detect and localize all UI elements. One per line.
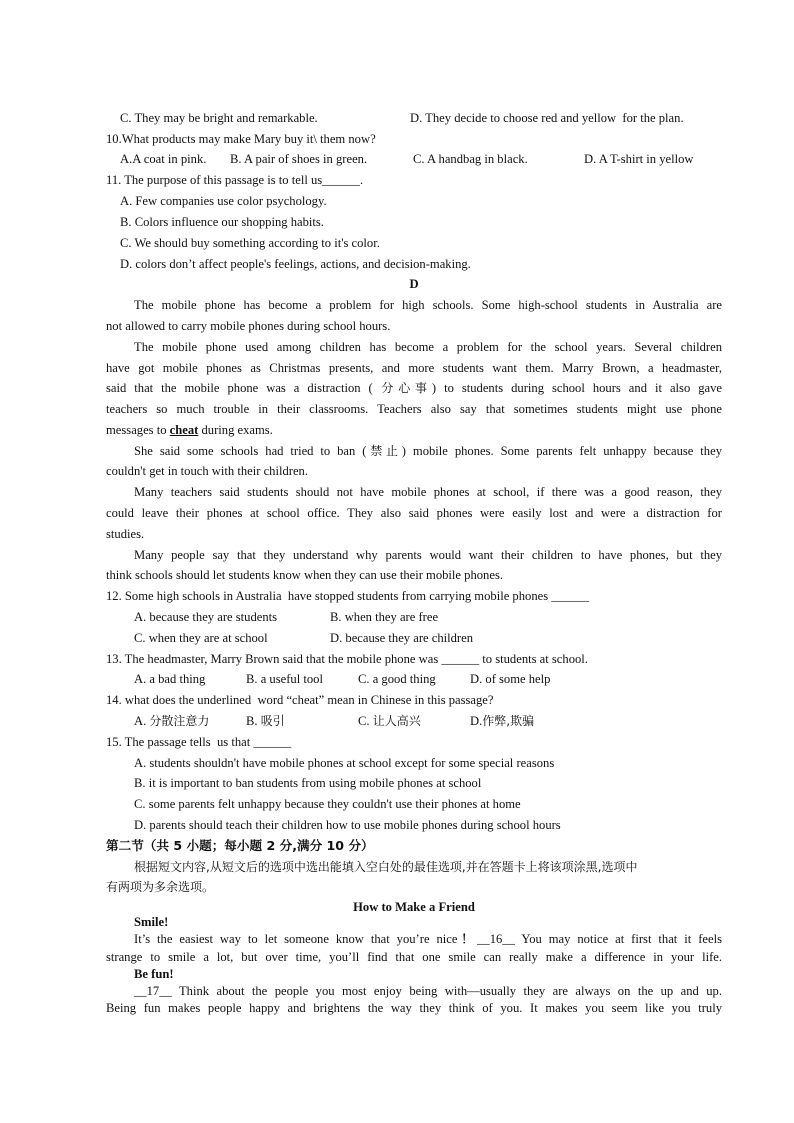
- q14-option-d: [470, 713, 534, 729]
- q15-option-d: D. parents should teach their children how to use mobile phones during school hours: [134, 818, 561, 832]
- subheading-be-fun: Be fun!: [134, 967, 174, 981]
- q11-option-a: A. Few companies use color psychology.: [120, 194, 327, 208]
- passage-p4-line3: studies.: [106, 527, 145, 541]
- p2-line3-chinese-gloss: 分心事: [372, 381, 432, 395]
- q13-option-b: B. a useful tool: [246, 672, 323, 686]
- passage-p1-line2: not allowed to carry mobile phones during school hours.: [106, 319, 391, 333]
- blank-16: __16__: [477, 932, 515, 946]
- passage-p5-line2: think schools should let students know when they can use their mobile phones.: [106, 568, 503, 582]
- q15-stem: 15. The passage tells us that ______: [106, 735, 292, 749]
- passage-p2-line2: have got mobile phones as Christmas presents, and more students want them. Marry Brown, a headmaster,: [106, 361, 722, 375]
- p3-line1-part-b: ) mobile phones. Some parents felt unhappy because they: [401, 444, 722, 458]
- q10-option-d: D. A T-shirt in yellow: [584, 152, 694, 166]
- q11-stem: 11. The purpose of this passage is to tell us______.: [106, 173, 364, 187]
- passage-p3-line2: couldn't get in touch with their children.: [106, 464, 308, 478]
- q11-option-b: B. Colors influence our shopping habits.: [120, 215, 324, 229]
- p2-line5-part-a: messages to: [106, 423, 170, 437]
- underlined-word-cheat: cheat: [169, 423, 199, 437]
- passage-p4-line1: Many teachers said students should not have mobile phones at school, if there was a good reason, they: [134, 485, 722, 499]
- subheading-smile: Smile!: [134, 915, 169, 929]
- q14-option-d-letter: D.: [470, 714, 483, 728]
- passage-p1-line1: The mobile phone has become a problem for high schools. Some high-school students in Australia are: [134, 298, 722, 312]
- q15-option-a: A. students shouldn't have mobile phones at school except for some special reasons: [134, 756, 555, 770]
- smile-line1-exclamation: ！: [457, 932, 478, 946]
- p2-line3-part-a: said that the mobile phone was a distraction (: [106, 381, 373, 395]
- q13-stem: 13. The headmaster, Marry Brown said that the mobile phone was ______ to students at school.: [106, 652, 588, 666]
- p3-line1-part-a: She said some schools had tried to ban (: [134, 444, 367, 458]
- q13-option-c: C. a good thing: [358, 672, 436, 686]
- q14-option-c: [358, 713, 421, 729]
- q14-option-c-letter: C.: [358, 714, 370, 728]
- q12-stem: 12. Some high schools in Australia have stopped students from carrying mobile phones ______: [106, 589, 590, 603]
- section2-instructions-line2: 有两项为多余选项。: [106, 880, 215, 894]
- article-title: How to Make a Friend: [353, 900, 475, 914]
- q10-option-b: B. A pair of shoes in green.: [230, 152, 368, 166]
- passage-p3-line1: [134, 443, 722, 459]
- p2-line3-part-b: ) to students during school hours and it also gave: [431, 381, 723, 395]
- q9-option-c: C. They may be bright and remarkable.: [120, 111, 318, 125]
- passage-p2-line3: [106, 380, 722, 396]
- passage-p2-line1: The mobile phone used among children has become a problem for the school years. Several children: [134, 340, 722, 354]
- passage-p2-line5: [106, 422, 273, 438]
- q11-option-c: C. We should buy something according to it's color.: [120, 236, 380, 250]
- q13-option-d: D. of some help: [470, 672, 551, 686]
- q14-option-b-text: 吸引: [260, 714, 285, 728]
- passage-p5-line1: Many people say that they understand why parents would want their children to have phones, but they: [134, 548, 722, 562]
- passage-heading: D: [409, 277, 419, 291]
- section2-title: 第二节（共 5 小题；每小题 2 分,满分 10 分）: [106, 838, 374, 853]
- q12-option-a: A. because they are students: [134, 610, 278, 624]
- passage-p4-line2: could leave their phones at school office. They also said phones were easily lost and were a distraction for: [106, 506, 722, 520]
- q10-option-c: C. A handbag in black.: [413, 152, 528, 166]
- q12-option-c: C. when they are at school: [134, 631, 268, 645]
- q12-option-b: B. when they are free: [330, 610, 439, 624]
- q10-stem: 10.What products may make Mary buy it\ them now?: [106, 132, 376, 146]
- q14-option-d-text: 作弊,欺骗: [482, 714, 535, 728]
- q14-option-a: [134, 713, 209, 729]
- q14-option-a-letter: A.: [134, 714, 147, 728]
- q14-option-a-text: 分散注意力: [149, 714, 210, 728]
- q14-option-b: [246, 713, 285, 729]
- p3-line1-chinese-gloss: 禁止: [366, 444, 402, 458]
- q14-option-c-text: 让人高兴: [372, 714, 421, 728]
- q15-option-c: C. some parents felt unhappy because they couldn't use their phones at home: [134, 797, 521, 811]
- p2-line5-part-b: during exams.: [198, 423, 273, 437]
- q10-option-a: A.A coat in pink.: [120, 152, 207, 166]
- q14-option-b-letter: B.: [246, 714, 258, 728]
- blank-17: __17__: [134, 984, 172, 998]
- q12-option-d: D. because they are children: [330, 631, 474, 645]
- q11-option-d: D. colors don’t affect people's feelings, actions, and decision-making.: [120, 257, 471, 271]
- be-fun-line1-rest: Think about the people you most enjoy being with—usually they are always on the up and up.: [171, 984, 722, 998]
- q14-stem: 14. what does the underlined word “cheat” mean in Chinese in this passage?: [106, 693, 494, 707]
- q15-option-b: B. it is important to ban students from using mobile phones at school: [134, 776, 482, 790]
- smile-line2: strange to smile a lot, but over time, you’ll find that one smile can really make a difference in your life.: [106, 950, 722, 964]
- smile-line1-rest: You may notice at first that it feels: [514, 932, 722, 946]
- be-fun-line1: [134, 983, 722, 999]
- section2-instructions-line1: 根据短文内容,从短文后的选项中选出能填入空白处的最佳选项,并在答题卡上将该项涂黑,选项中: [134, 860, 638, 874]
- q13-option-a: A. a bad thing: [134, 672, 206, 686]
- q9-option-d: D. They decide to choose red and yellow for the plan.: [410, 111, 684, 125]
- passage-p2-line4: teachers so much trouble in their classrooms. Teachers also say that sometimes students might use phone: [106, 402, 722, 416]
- smile-line1-text: It’s the easiest way to let someone know that you’re nice: [134, 932, 458, 946]
- smile-line1: [134, 931, 722, 947]
- be-fun-line2: Being fun makes people happy and brightens the way they think of you. It makes you seem like you truly: [106, 1001, 722, 1015]
